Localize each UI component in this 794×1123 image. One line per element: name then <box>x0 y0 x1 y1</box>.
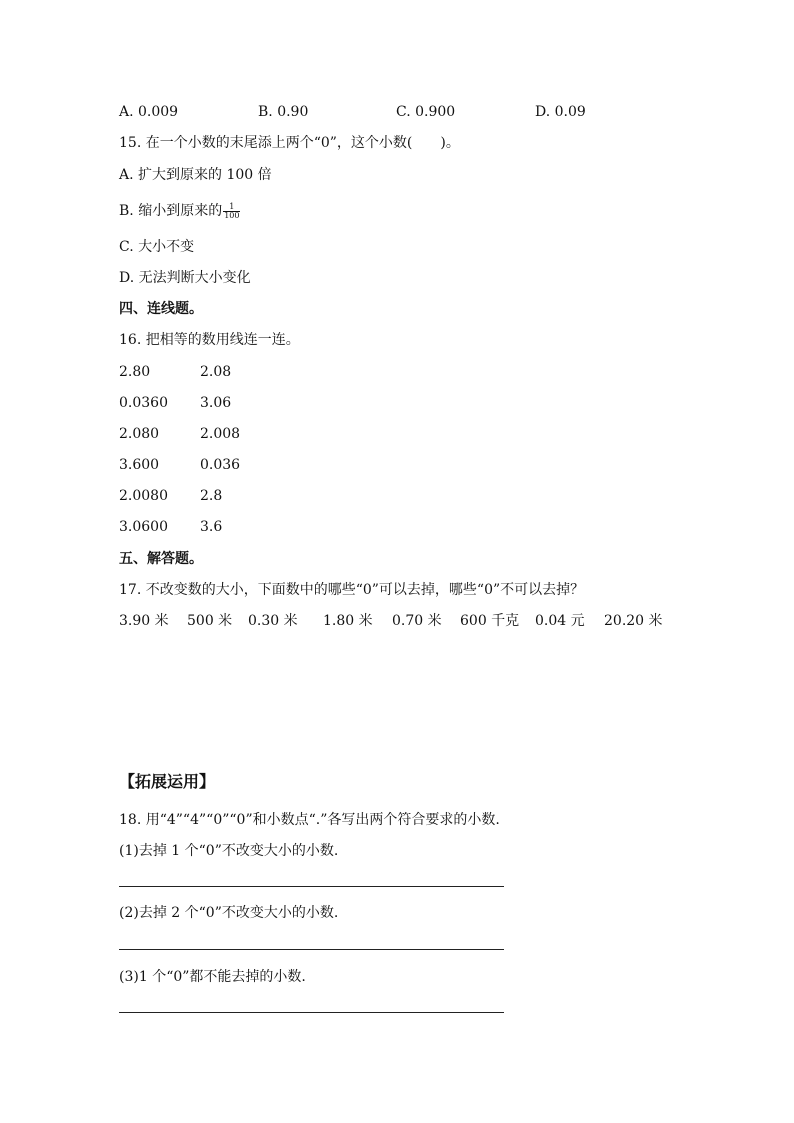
q16-left-item: 3.0600 <box>119 519 168 535</box>
answer-line[interactable] <box>119 1012 504 1013</box>
q14-option-b: B. 0.90 <box>258 104 309 120</box>
q18-part2: (2)去掉 2 个“0”不改变大小的小数. <box>119 905 339 921</box>
q17-number: 3.90 米 <box>119 613 169 629</box>
q18-part3: (3)1 个“0”都不能去掉的小数. <box>119 969 306 985</box>
fraction <box>223 203 240 220</box>
q16-left-item: 2.0080 <box>119 488 168 504</box>
q16-right-item: 2.8 <box>200 488 223 504</box>
q15-option-c: C. 大小不变 <box>119 239 195 255</box>
answer-line[interactable] <box>119 949 504 950</box>
q17-stem: 17. 不改变数的大小，下面数中的哪些“0”可以去掉，哪些“0”不可以去掉？ <box>119 582 585 598</box>
q15-stem: 15. 在一个小数的末尾添上两个“0”，这个小数( )。 <box>119 135 460 151</box>
q16-right-item: 2.008 <box>200 426 241 442</box>
q15-option-b-text: B. 缩小到原来的 <box>119 203 223 219</box>
q15-option-b <box>119 201 240 221</box>
q16-left-item: 2.80 <box>119 364 151 380</box>
q17-number: 0.70 米 <box>392 613 442 629</box>
q17-number: 500 米 <box>187 613 233 629</box>
q16-left-item: 0.0360 <box>119 395 168 411</box>
fraction-numerator: 1 <box>223 203 240 212</box>
q18-stem: 18. 用“4”“4”“0”“0”和小数点“.”各写出两个符合要求的小数. <box>119 812 500 828</box>
q17-number: 600 千克 <box>460 613 520 629</box>
q16-left-item: 2.080 <box>119 426 160 442</box>
q16-right-item: 0.036 <box>200 457 241 473</box>
q16-left-item: 3.600 <box>119 457 160 473</box>
q17-number: 1.80 米 <box>323 613 373 629</box>
section5-title: 五、解答题。 <box>119 551 203 567</box>
q17-number: 20.20 米 <box>604 613 663 629</box>
q16-right-item: 2.08 <box>200 364 232 380</box>
q15-option-d: D. 无法判断大小变化 <box>119 270 251 286</box>
q17-number: 0.04 元 <box>535 613 585 629</box>
q16-stem: 16. 把相等的数用线连一连。 <box>119 332 300 348</box>
q14-option-c: C. 0.900 <box>396 104 456 120</box>
extension-title: 【拓展运用】 <box>119 772 216 791</box>
q16-right-item: 3.06 <box>200 395 232 411</box>
section4-title: 四、连线题。 <box>119 301 203 317</box>
q14-option-d: D. 0.09 <box>535 104 586 120</box>
q17-number: 0.30 米 <box>248 613 298 629</box>
q15-option-a: A. 扩大到原来的 100 倍 <box>119 167 272 183</box>
answer-line[interactable] <box>119 886 504 887</box>
q18-part1: (1)去掉 1 个“0”不改变大小的小数. <box>119 843 339 859</box>
q14-option-a: A. 0.009 <box>119 104 179 120</box>
q16-right-item: 3.6 <box>200 519 223 535</box>
fraction-denominator: 100 <box>224 210 240 220</box>
